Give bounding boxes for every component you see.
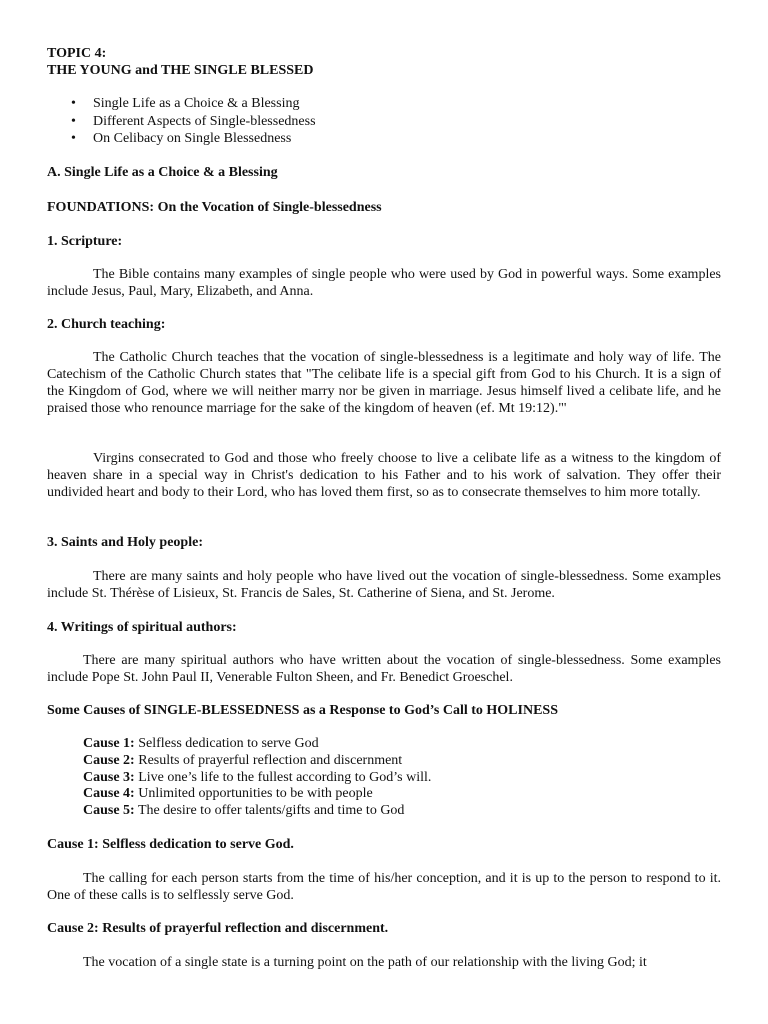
cause-item: Cause 2: Results of prayerful reflection and discernment bbox=[83, 752, 403, 768]
document-title: THE YOUNG and THE SINGLE BLESSED bbox=[47, 63, 314, 78]
bullet-icon: • bbox=[71, 96, 76, 111]
cause-item: Cause 1: Selfless dedication to serve God bbox=[83, 736, 319, 751]
topic-bullet-list bbox=[47, 95, 316, 148]
saints-paragraph: There are many saints and holy people who have lived out the vocation of single-blessedness. Some examples include St. Thérèse of Lisieux, St. Francis de Sales, St. Catherine of Siena, and St. Jerome. bbox=[47, 569, 721, 601]
section-a-heading: A. Single Life as a Choice & a Blessing bbox=[47, 165, 278, 180]
bullet-item: • On Celibacy on Single Blessedness bbox=[71, 131, 292, 146]
topic-number: TOPIC 4: bbox=[47, 46, 107, 61]
church-teaching-heading: 2. Church teaching: bbox=[47, 317, 166, 332]
cause-item: Cause 3: Live one’s life to the fullest according to God’s will. bbox=[83, 769, 432, 785]
church-teaching-paragraph-1: The Catholic Church teaches that the vocation of single-blessedness is a legitimate and holy way of life. The Catechism of the Catholic Church states that "The celibate life is a special gift from God to his Church. It is a sign of the Kingdom of God, where we will neither marry nor be given in marriage. Jesus himself lived a celibate life, and he praised those who renounce marriage for the sake of the kingdom of heaven (ef. Mt 19:12)."' bbox=[47, 350, 721, 416]
foundations-heading: FOUNDATIONS: On the Vocation of Single-blessedness bbox=[47, 200, 382, 215]
bullet-icon: • bbox=[71, 131, 76, 146]
causes-list bbox=[83, 735, 703, 819]
church-teaching-paragraph-2: Virgins consecrated to God and those who freely choose to live a celibate life as a witness to the kingdom of heaven share in a special way in Christ's dedication to his Father and to his work of salvation. They offer their undivided heart and body to their Lord, who has loved them first, so as to consecrate themselves to him more totally. bbox=[47, 451, 721, 500]
scripture-paragraph: The Bible contains many examples of single people who were used by God in powerful ways. Some examples include Jesus, Paul, Mary, Elizabeth, and Anna. bbox=[47, 267, 721, 299]
cause-2-heading: Cause 2: Results of prayerful reflection and discernment. bbox=[47, 921, 389, 936]
bullet-item: • Different Aspects of Single-blessedness bbox=[71, 113, 316, 129]
bullet-item: • Single Life as a Choice & a Blessing bbox=[71, 96, 300, 111]
cause-item: Cause 4: Unlimited opportunities to be with people bbox=[83, 786, 373, 802]
scripture-heading: 1. Scripture: bbox=[47, 234, 123, 249]
writings-paragraph: There are many spiritual authors who have written about the vocation of single-blessedness. Some examples include Pope St. John Paul II, Venerable Fulton Sheen, and Fr. Benedict Groeschel. bbox=[47, 653, 721, 685]
cause-1-paragraph: The calling for each person starts from the time of his/her conception, and it is up to the person to respond to it. One of these calls is to selflessly serve God. bbox=[47, 871, 721, 903]
causes-heading: Some Causes of SINGLE-BLESSEDNESS as a Response to God’s Call to HOLINESS bbox=[47, 703, 558, 718]
cause-1-heading: Cause 1: Selfless dedication to serve God. bbox=[47, 837, 294, 852]
bullet-icon: • bbox=[71, 113, 76, 129]
cause-2-paragraph: The vocation of a single state is a turning point on the path of our relationship with the living God; it bbox=[83, 955, 647, 970]
cause-item: Cause 5: The desire to offer talents/gifts and time to God bbox=[83, 803, 405, 819]
saints-heading: 3. Saints and Holy people: bbox=[47, 535, 203, 550]
writings-heading: 4. Writings of spiritual authors: bbox=[47, 620, 237, 635]
